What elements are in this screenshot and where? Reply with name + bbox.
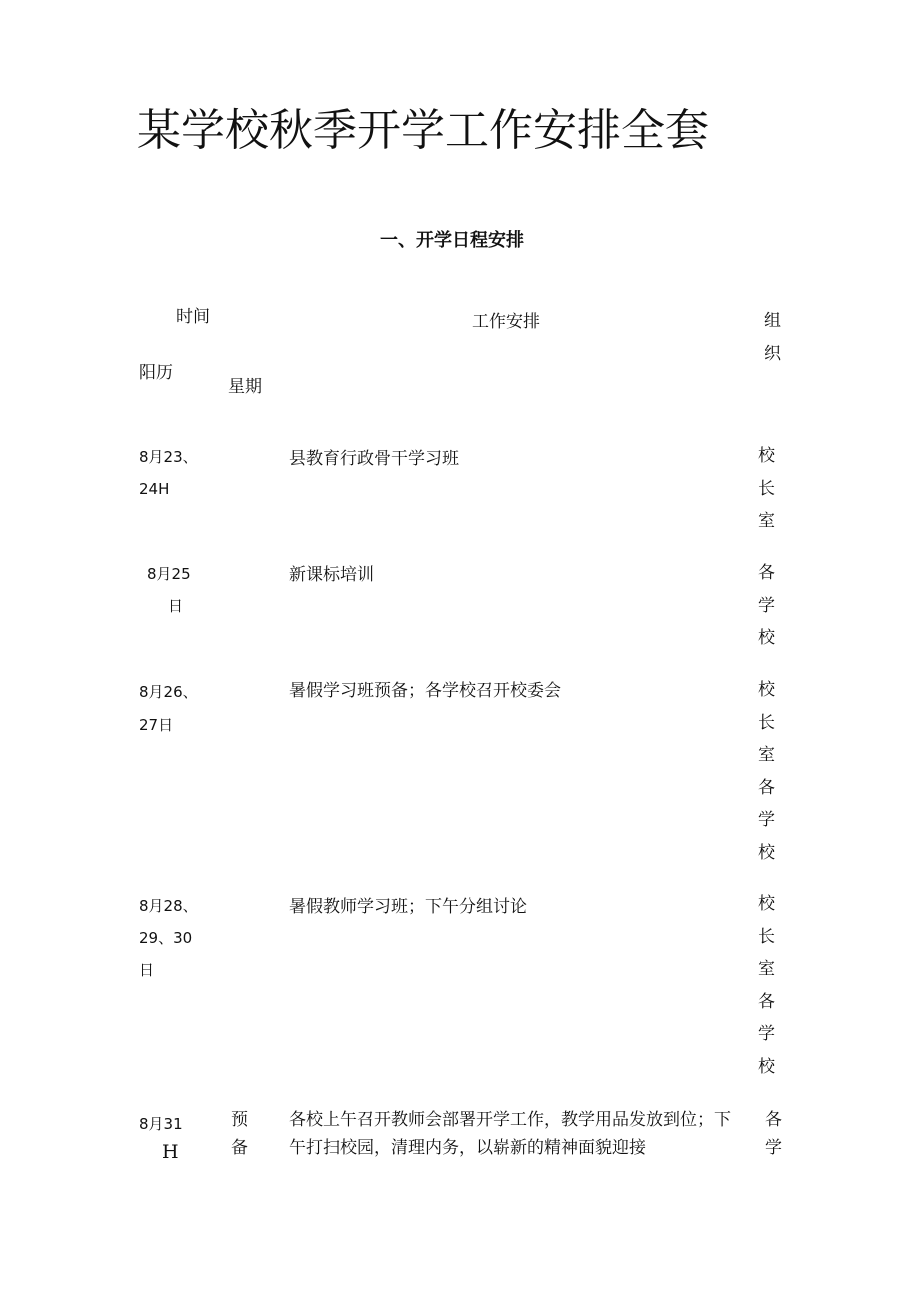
row-org: 校长室各学校 <box>758 894 775 1077</box>
header-time: 时间 <box>176 307 210 327</box>
row-date-line1: 8月26、 <box>139 683 198 701</box>
row-date-line2: 日 <box>168 597 184 615</box>
row-work: 各校上午召开教师会部署开学工作，教学用品发放到位；下午打扫校园，清理内务，以崭新的精神面貌迎接 <box>289 1110 731 1158</box>
header-work: 工作安排 <box>472 312 540 332</box>
header-weekday: 星期 <box>228 377 262 397</box>
row-date-line2: H <box>162 1141 179 1163</box>
row-work: 新课标培训 <box>289 565 374 585</box>
row-weekday: 预备 <box>231 1110 248 1158</box>
row-date-line3: 日 <box>139 961 155 979</box>
header-org: 组织 <box>764 311 781 364</box>
document-title: 某学校秋季开学工作安排全套 <box>137 105 709 156</box>
header-solar: 阳历 <box>139 363 173 383</box>
row-date-line1: 8月25 <box>147 565 191 583</box>
row-date-line1: 8月31 <box>139 1115 183 1133</box>
row-org: 各学校 <box>758 563 775 648</box>
row-work: 暑假教师学习班；下午分组讨论 <box>289 897 527 917</box>
row-org: 校长室 <box>758 446 775 531</box>
row-org: 各学 <box>765 1110 782 1158</box>
row-org: 校长室各学校 <box>758 680 775 863</box>
row-work: 县教育行政骨干学习班 <box>289 449 459 469</box>
row-work: 暑假学习班预备；各学校召开校委会 <box>289 681 561 701</box>
row-date-line1: 8月28、 <box>139 897 198 915</box>
section-heading: 一、开学日程安排 <box>380 230 524 251</box>
row-date-line2: 29、30 <box>139 929 193 947</box>
row-date-line1: 8月23、 <box>139 448 198 466</box>
row-date-line2: 24H <box>139 480 170 498</box>
row-date-line2: 27日 <box>139 716 174 734</box>
